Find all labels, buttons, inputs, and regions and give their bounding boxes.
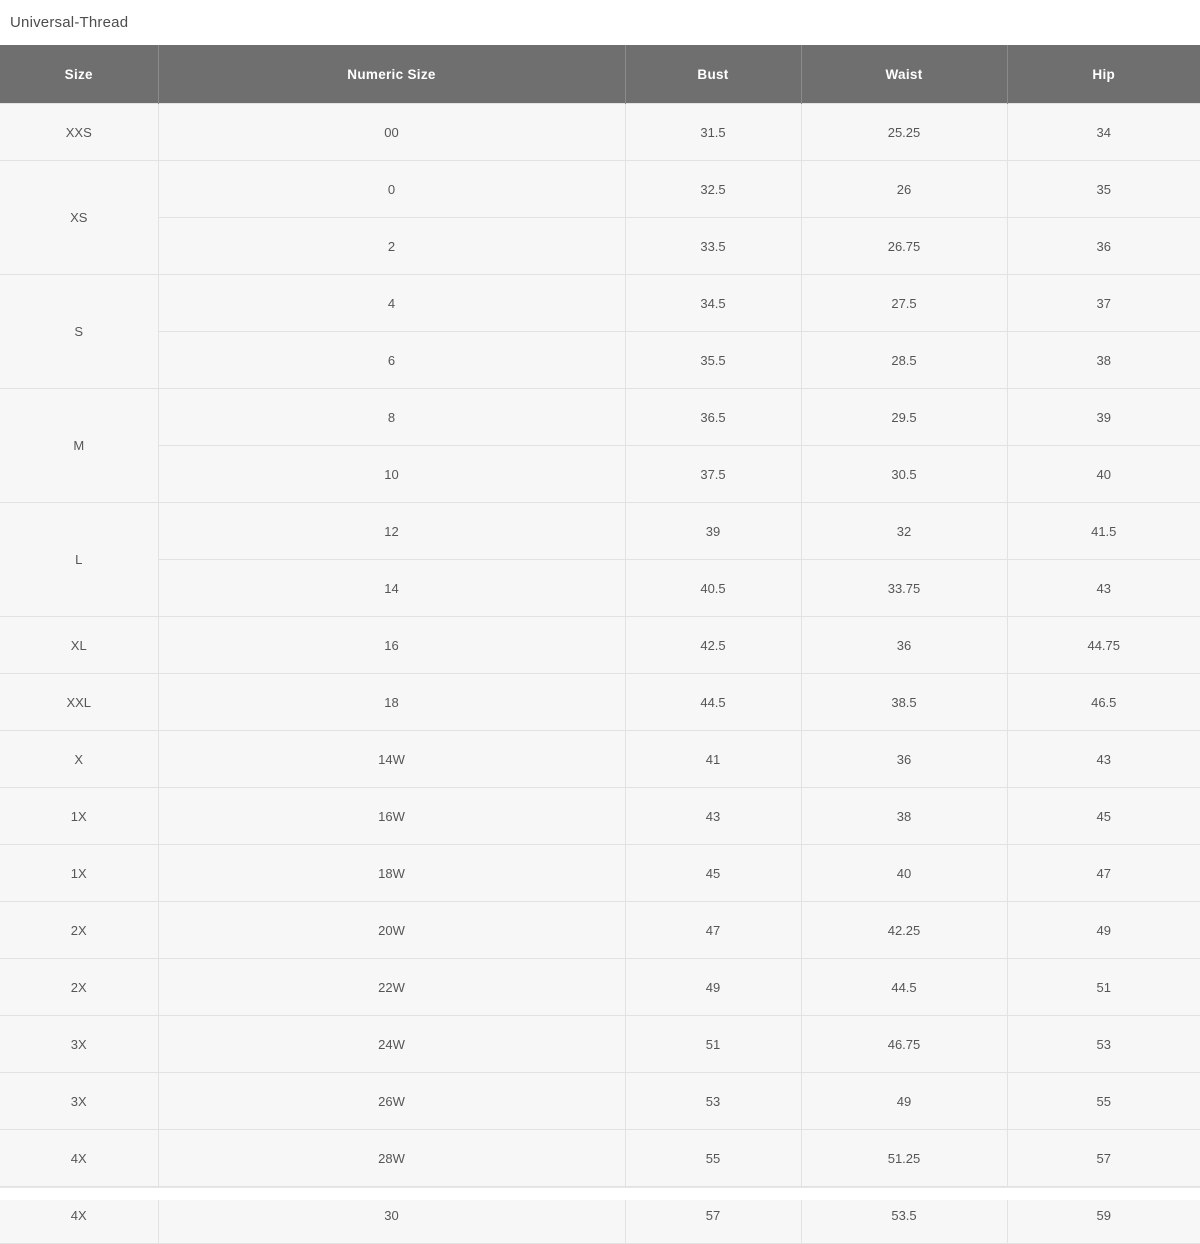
cell-size: 2X (0, 902, 158, 959)
cell-bust: 53 (625, 1073, 801, 1130)
cell-numeric-size: 00 (158, 104, 625, 161)
table-row (0, 275, 1200, 332)
cell-waist: 28.5 (801, 332, 1007, 389)
cell-bust: 31.5 (625, 104, 801, 161)
cell-bust: 37.5 (625, 446, 801, 503)
cell-waist: 30.5 (801, 446, 1007, 503)
cell-numeric-size: 18W (158, 845, 625, 902)
table-header (0, 45, 1200, 104)
cell-size: 4X (0, 1130, 158, 1187)
cell-size: 2X (0, 959, 158, 1016)
cell-waist: 44.5 (801, 959, 1007, 1016)
cell-bust: 49 (625, 959, 801, 1016)
cell-numeric-size: 16W (158, 788, 625, 845)
cell-numeric-size: 6 (158, 332, 625, 389)
table-row (0, 446, 1200, 503)
table-row (0, 674, 1200, 731)
cell-waist: 26 (801, 161, 1007, 218)
cell-bust: 40.5 (625, 560, 801, 617)
cell-bust: 55 (625, 1130, 801, 1187)
table-row (0, 161, 1200, 218)
cell-size: 3X (0, 1016, 158, 1073)
cell-size: 1X (0, 845, 158, 902)
table-row (0, 218, 1200, 275)
cell-hip: 46.5 (1007, 674, 1200, 731)
table-row (0, 788, 1200, 845)
cell-size: XS (0, 161, 158, 275)
cell-hip: 53 (1007, 1016, 1200, 1073)
table-row (0, 845, 1200, 902)
footer-strip (0, 1187, 1200, 1200)
table-row (0, 617, 1200, 674)
cell-bust: 35.5 (625, 332, 801, 389)
brand-title: Universal-Thread (10, 14, 129, 31)
cell-hip: 37 (1007, 275, 1200, 332)
cell-numeric-size: 28W (158, 1130, 625, 1187)
cell-waist: 51.25 (801, 1130, 1007, 1187)
cell-numeric-size: 10 (158, 446, 625, 503)
cell-bust: 47 (625, 902, 801, 959)
table-row (0, 1073, 1200, 1130)
cell-size: XXS (0, 104, 158, 161)
column-header-size: Size (0, 45, 158, 104)
cell-size: XXL (0, 674, 158, 731)
cell-waist: 25.25 (801, 104, 1007, 161)
table-row (0, 389, 1200, 446)
table-row (0, 104, 1200, 161)
cell-numeric-size: 30 (158, 1187, 625, 1244)
cell-bust: 51 (625, 1016, 801, 1073)
cell-waist: 27.5 (801, 275, 1007, 332)
cell-numeric-size: 0 (158, 161, 625, 218)
column-header-waist: Waist (801, 45, 1007, 104)
cell-hip: 38 (1007, 332, 1200, 389)
cell-bust: 45 (625, 845, 801, 902)
cell-waist: 38 (801, 788, 1007, 845)
cell-hip: 57 (1007, 1130, 1200, 1187)
cell-numeric-size: 4 (158, 275, 625, 332)
table-body (0, 104, 1200, 1244)
cell-numeric-size: 8 (158, 389, 625, 446)
cell-hip: 55 (1007, 1073, 1200, 1130)
cell-bust: 36.5 (625, 389, 801, 446)
header-row (0, 45, 1200, 104)
cell-hip: 45 (1007, 788, 1200, 845)
cell-numeric-size: 16 (158, 617, 625, 674)
cell-size: XL (0, 617, 158, 674)
cell-hip: 44.75 (1007, 617, 1200, 674)
cell-bust: 34.5 (625, 275, 801, 332)
cell-bust: 42.5 (625, 617, 801, 674)
column-header-bust: Bust (625, 45, 801, 104)
cell-hip: 34 (1007, 104, 1200, 161)
cell-size: 1X (0, 788, 158, 845)
cell-numeric-size: 22W (158, 959, 625, 1016)
cell-waist: 46.75 (801, 1016, 1007, 1073)
brand-bar (0, 0, 1200, 45)
cell-waist: 38.5 (801, 674, 1007, 731)
cell-waist: 53.5 (801, 1187, 1007, 1244)
cell-hip: 35 (1007, 161, 1200, 218)
cell-numeric-size: 2 (158, 218, 625, 275)
table-row (0, 1016, 1200, 1073)
cell-waist: 33.75 (801, 560, 1007, 617)
cell-waist: 49 (801, 1073, 1007, 1130)
cell-numeric-size: 12 (158, 503, 625, 560)
cell-bust: 43 (625, 788, 801, 845)
cell-size: 4X (0, 1187, 158, 1244)
cell-bust: 32.5 (625, 161, 801, 218)
cell-numeric-size: 26W (158, 1073, 625, 1130)
cell-numeric-size: 18 (158, 674, 625, 731)
cell-numeric-size: 14 (158, 560, 625, 617)
cell-numeric-size: 20W (158, 902, 625, 959)
cell-waist: 29.5 (801, 389, 1007, 446)
cell-waist: 36 (801, 731, 1007, 788)
table-row (0, 332, 1200, 389)
cell-hip: 41.5 (1007, 503, 1200, 560)
cell-size: 3X (0, 1073, 158, 1130)
cell-hip: 40 (1007, 446, 1200, 503)
cell-hip: 36 (1007, 218, 1200, 275)
cell-size: M (0, 389, 158, 503)
table-row (0, 503, 1200, 560)
table-row (0, 560, 1200, 617)
cell-waist: 32 (801, 503, 1007, 560)
size-chart-table (0, 45, 1200, 1244)
cell-size: L (0, 503, 158, 617)
cell-hip: 39 (1007, 389, 1200, 446)
cell-size: X (0, 731, 158, 788)
cell-hip: 51 (1007, 959, 1200, 1016)
cell-waist: 40 (801, 845, 1007, 902)
cell-bust: 44.5 (625, 674, 801, 731)
cell-waist: 26.75 (801, 218, 1007, 275)
cell-hip: 59 (1007, 1187, 1200, 1244)
cell-numeric-size: 14W (158, 731, 625, 788)
cell-waist: 36 (801, 617, 1007, 674)
cell-hip: 43 (1007, 560, 1200, 617)
cell-bust: 33.5 (625, 218, 801, 275)
cell-bust: 41 (625, 731, 801, 788)
cell-numeric-size: 24W (158, 1016, 625, 1073)
cell-waist: 42.25 (801, 902, 1007, 959)
column-header-hip: Hip (1007, 45, 1200, 104)
cell-bust: 57 (625, 1187, 801, 1244)
column-header-numeric-size: Numeric Size (158, 45, 625, 104)
table-row (0, 731, 1200, 788)
table-row (0, 1130, 1200, 1187)
cell-hip: 49 (1007, 902, 1200, 959)
cell-hip: 47 (1007, 845, 1200, 902)
table-row (0, 959, 1200, 1016)
cell-hip: 43 (1007, 731, 1200, 788)
cell-bust: 39 (625, 503, 801, 560)
cell-size: S (0, 275, 158, 389)
table-row (0, 902, 1200, 959)
